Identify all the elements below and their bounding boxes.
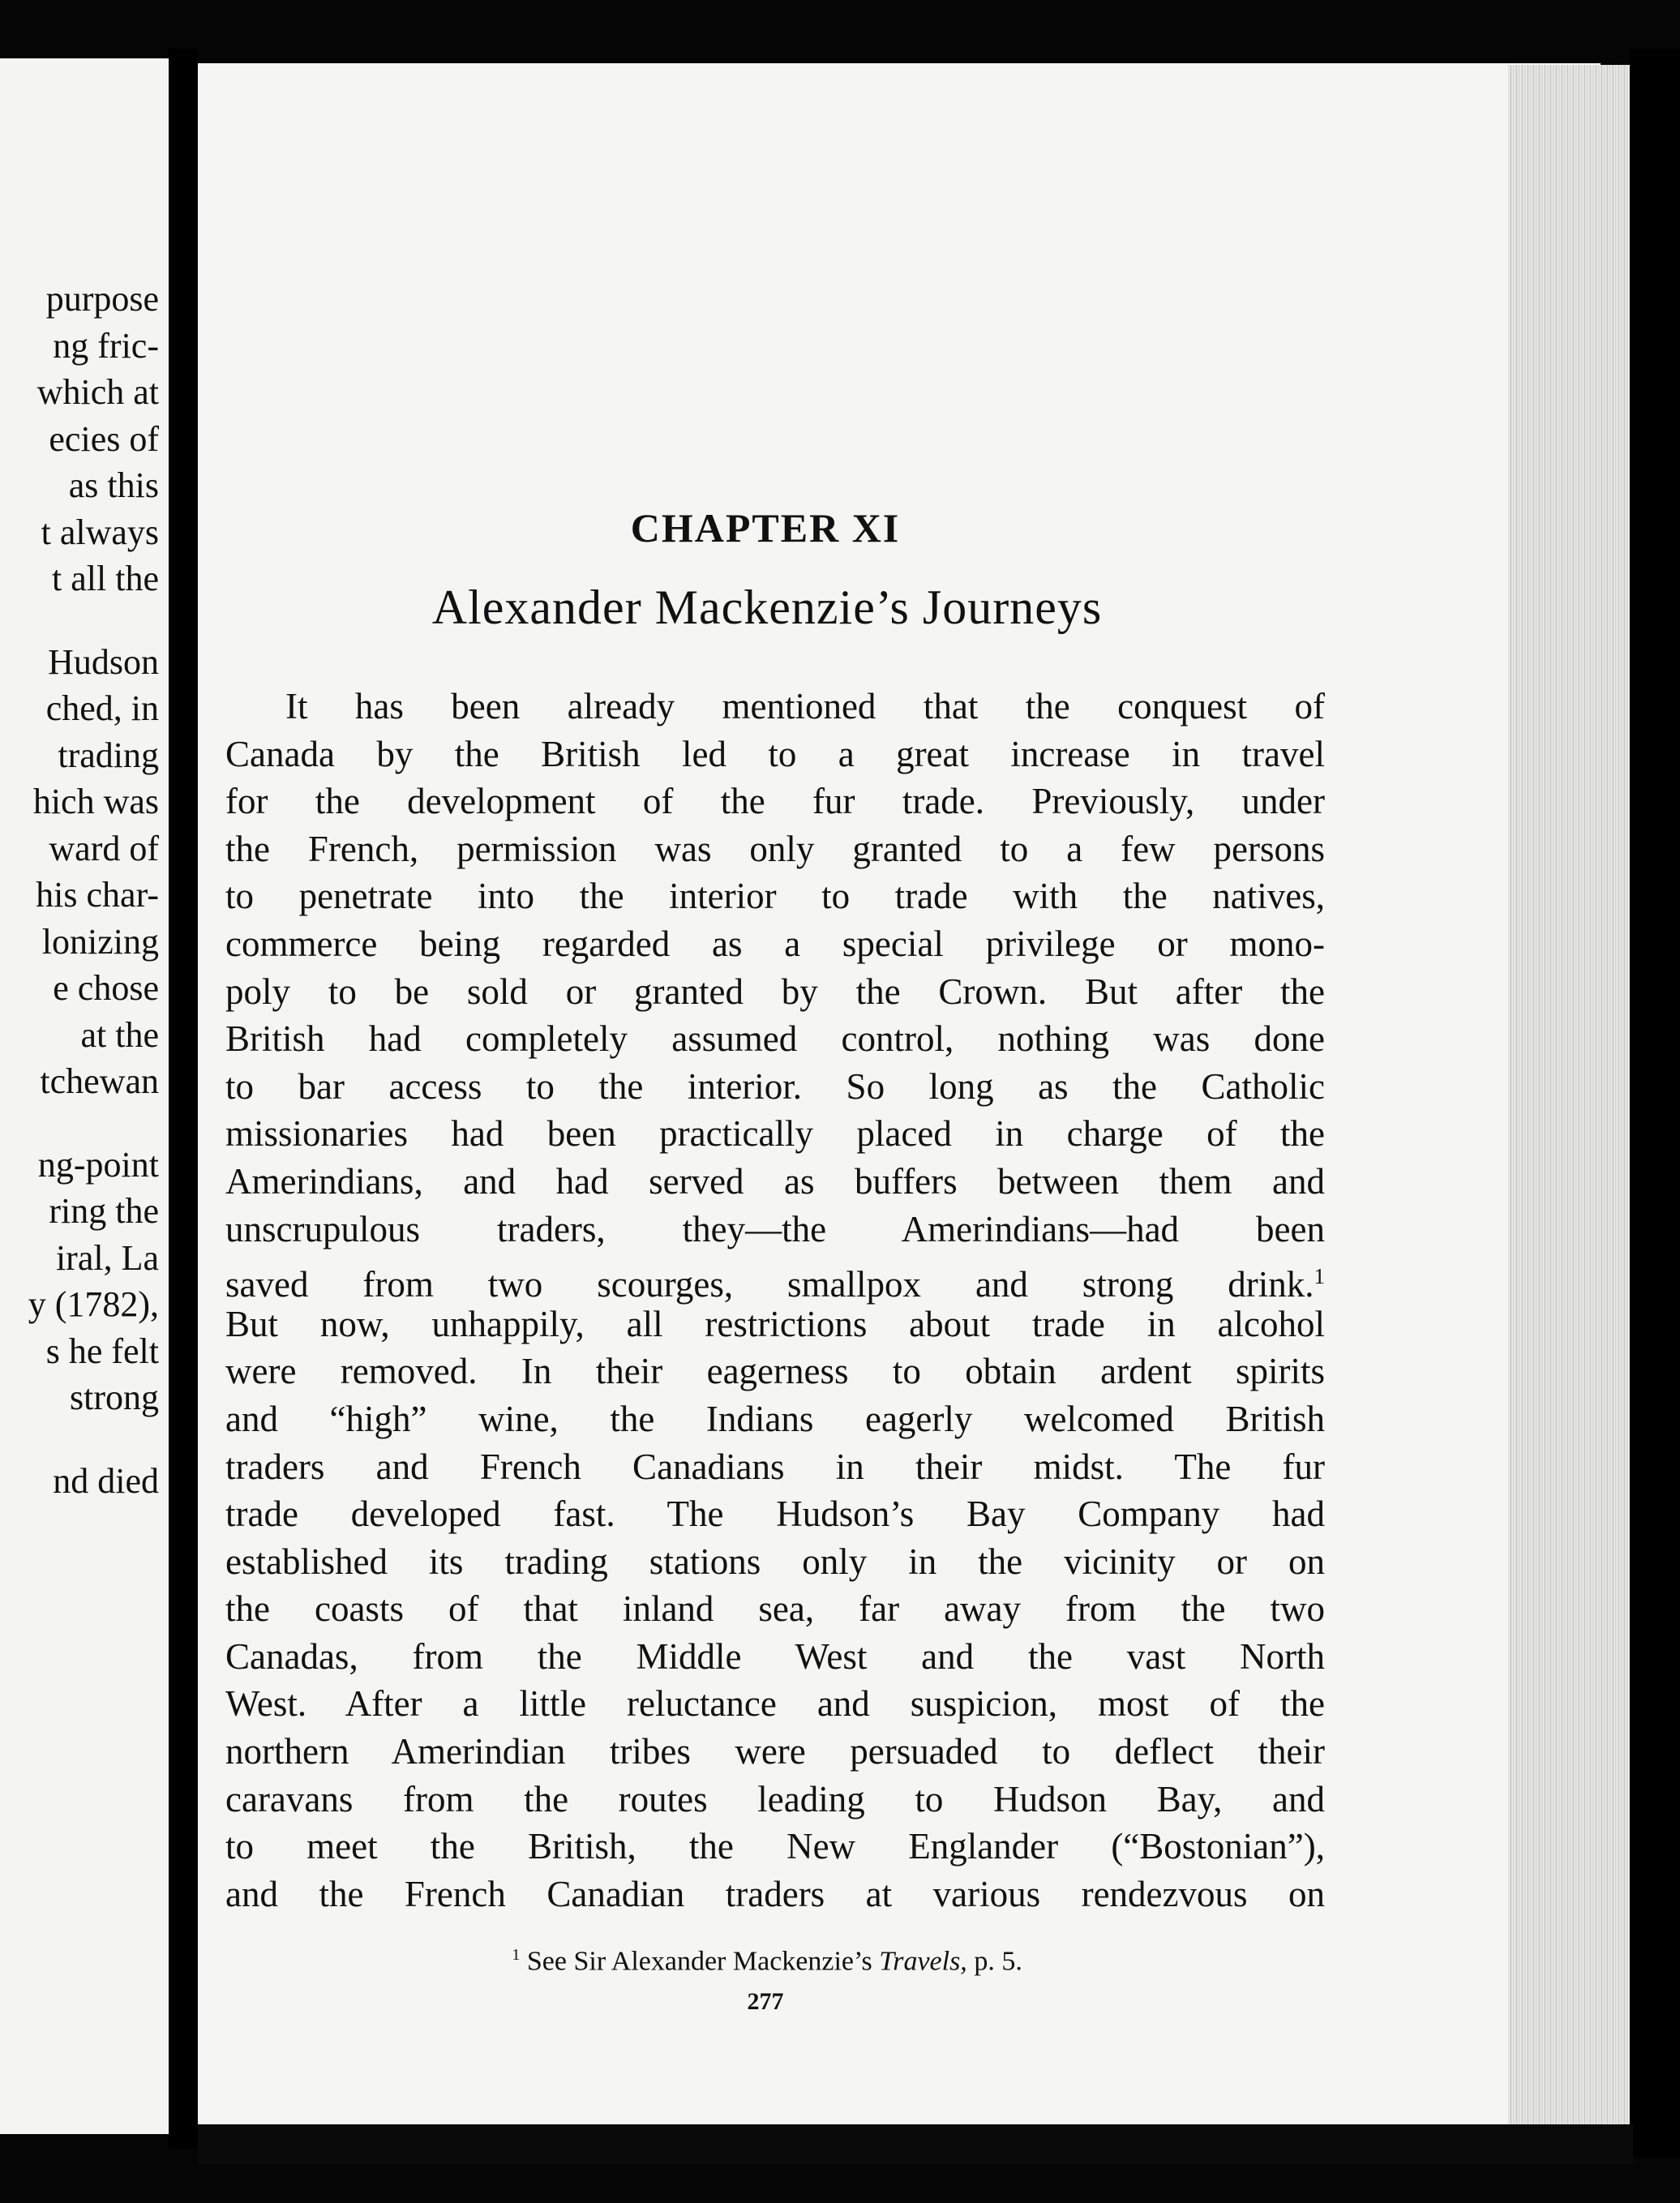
- footnote-reference: 1: [1314, 1264, 1325, 1289]
- chapter-heading: CHAPTER XI: [630, 505, 901, 551]
- text-line: trade developed fast. The Hudson’s Bay Company had: [225, 1494, 1325, 1535]
- left-page-line: his char-: [36, 875, 159, 915]
- left-page-line: t all the: [52, 559, 159, 598]
- text-line-with-footnote: [225, 1253, 1325, 1305]
- left-facing-page: [0, 58, 170, 2134]
- left-page-line: at the: [80, 1014, 159, 1055]
- text-line: and “high” wine, the Indians eagerly welcomed British: [225, 1398, 1325, 1439]
- left-page-line: s he felt: [45, 1331, 159, 1371]
- left-page-gap: [0, 1421, 159, 1458]
- text-line: northern Amerindian tribes were persuaded to deflect their: [225, 1731, 1325, 1772]
- text-line: commerce being regarded as a special privilege or mono-: [225, 923, 1325, 964]
- scan-right-border: [1630, 49, 1680, 2157]
- left-page-line: iral, La: [55, 1237, 159, 1278]
- text-line: It has been already mentioned that the conquest of: [285, 686, 1325, 726]
- left-page-line: lonizing: [41, 921, 159, 962]
- body-text: [225, 683, 1325, 1918]
- left-page-text: [0, 276, 159, 1504]
- left-page-line: nd died: [53, 1460, 159, 1501]
- left-page-line: ring the: [49, 1191, 159, 1231]
- text-line: established its trading stations only in the vicinity or on: [225, 1541, 1325, 1582]
- text-line: for the development of the fur trade. Previously, under: [225, 781, 1325, 822]
- left-page-line: as this: [68, 465, 159, 505]
- text-line: unscrupulous traders, they—the Amerindians—had been: [225, 1208, 1325, 1249]
- left-page-line: ng-point: [37, 1144, 159, 1185]
- page-number: 277: [747, 1988, 784, 2015]
- text-line: Canadas, from the Middle West and the vast North: [225, 1635, 1325, 1677]
- left-page-line: which at: [36, 372, 159, 412]
- footnote-suffix: p. 5.: [974, 1946, 1022, 1977]
- left-page-line: ched, in: [45, 688, 159, 728]
- text-line: poly to be sold or granted by the Crown. But after the: [225, 971, 1325, 1012]
- text-line: caravans from the routes leading to Hudson Bay, and: [225, 1778, 1325, 1819]
- text-line: British had completely assumed control, nothing was done: [225, 1018, 1325, 1060]
- left-page-line: strong: [70, 1378, 159, 1417]
- left-page-gap: [0, 602, 159, 639]
- text-line: to bar access to the interior. So long as the Catholic: [225, 1065, 1325, 1107]
- text-line: the coasts of that inland sea, far away from the two: [225, 1588, 1325, 1630]
- text-line-content: saved from two scourges, smallpox and strong drink.: [225, 1264, 1314, 1305]
- left-page-line: ecies of: [49, 418, 159, 459]
- text-line: to penetrate into the interior to trade with the natives,: [225, 876, 1325, 917]
- text-line: Canada by the British led to a great increase in travel: [225, 733, 1325, 774]
- left-page-gap: [0, 1105, 159, 1142]
- text-line: But now, unhappily, all restrictions about trade in alcohol: [225, 1303, 1325, 1344]
- left-page-line: hich was: [32, 782, 159, 821]
- scan-bottom-border: [198, 2124, 1633, 2165]
- text-line: Amerindians, and had served as buffers between them and: [225, 1160, 1325, 1202]
- text-line: traders and French Canadians in their midst. The fur: [225, 1446, 1325, 1487]
- text-line: missionaries had been practically placed in charge of the: [225, 1113, 1325, 1155]
- left-page-line: purpose: [45, 279, 159, 319]
- left-page-line: e chose: [53, 968, 159, 1008]
- left-page-line: t always: [41, 512, 159, 552]
- chapter-title: Alexander Mackenzie’s Journeys: [431, 581, 1103, 634]
- left-page-line: ng fric-: [53, 325, 159, 366]
- text-line: were removed. In their eagerness to obtain ardent spirits: [225, 1351, 1325, 1392]
- footnote-prefix: See Sir Alexander Mackenzie’s: [526, 1946, 872, 1977]
- book-gutter: [169, 49, 198, 2149]
- left-page-line: y (1782),: [28, 1284, 159, 1324]
- left-page-line: Hudson: [48, 641, 159, 682]
- left-page-line: trading: [58, 735, 159, 775]
- page-edge-stack: [1508, 65, 1630, 2141]
- text-line: to meet the British, the New Englander (“Bostonian”),: [225, 1826, 1325, 1867]
- text-line: and the French Canadian traders at various rendezvous on: [225, 1873, 1325, 1914]
- text-line: West. After a little reluctance and suspicion, most of the: [225, 1683, 1325, 1725]
- left-page-line: tchewan: [40, 1061, 159, 1101]
- left-page-line: ward of: [49, 828, 159, 868]
- text-line: the French, permission was only granted to a few persons: [225, 828, 1325, 869]
- footnote-italic-title: Travels,: [879, 1946, 967, 1977]
- footnote: [198, 1946, 1336, 1977]
- footnote-marker: 1: [512, 1946, 521, 1964]
